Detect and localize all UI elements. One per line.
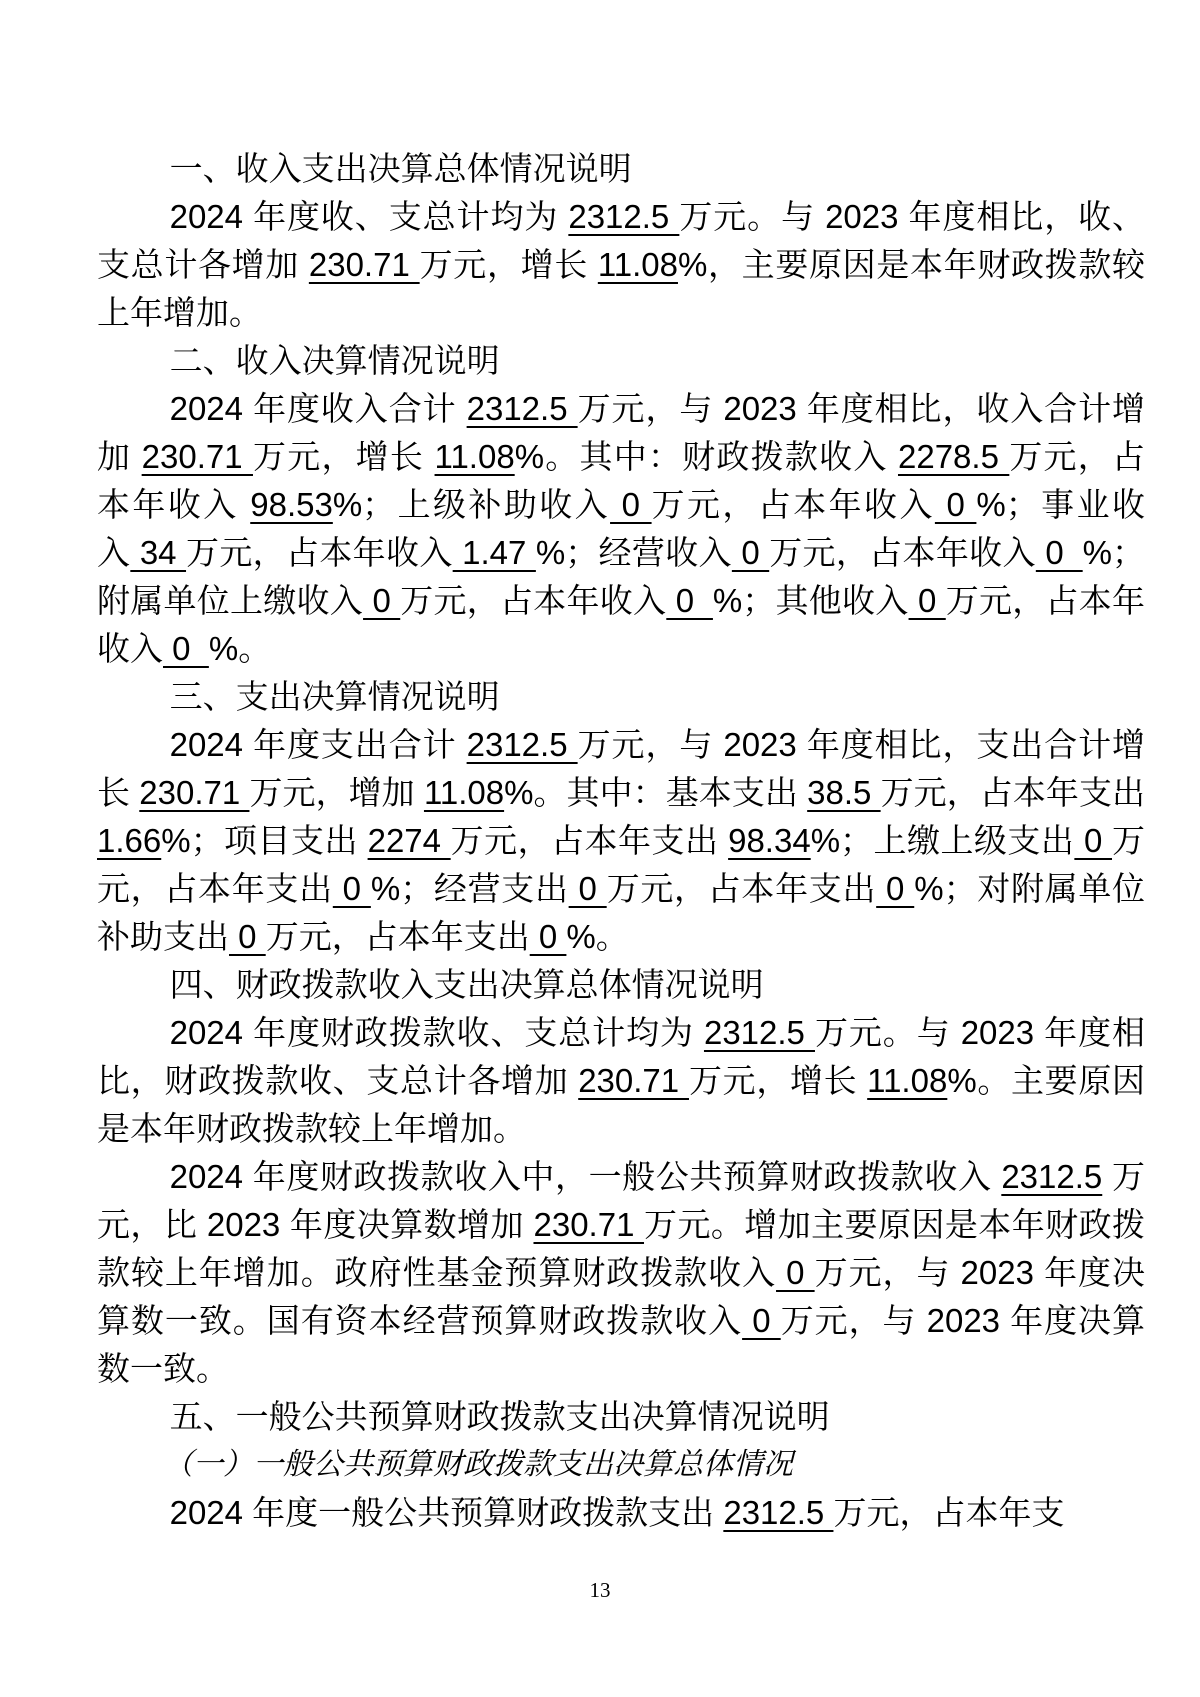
underlined-value: 0 — [1035, 534, 1083, 571]
text-run: 万元。增加主要原因是本年财政拨款较上年增加。政府性基金预算财政拨款收入 — [97, 1206, 1146, 1291]
text-run: 万元。与 2023 年度相比，财政拨款收、支总计各增加 — [97, 1014, 1145, 1099]
paragraph — [97, 1153, 1145, 1393]
text-run: 一、收入支出决算总体情况说明 — [169, 150, 632, 187]
underlined-value: 2312.5 — [703, 1014, 815, 1051]
text-run: 万元，占本年收入 — [400, 582, 667, 619]
underlined-value: 11.08 — [867, 1062, 948, 1099]
text-run: 万元，与 2023 年度相比，收入合计增加 — [97, 390, 1145, 475]
section-heading — [97, 1393, 1145, 1441]
underlined-value: 230.71 — [308, 246, 420, 283]
text-run: %。 — [208, 630, 272, 667]
underlined-value: 38.5 — [807, 774, 881, 811]
text-run: 2024 年度一般公共预算财政拨款支出 — [169, 1494, 724, 1531]
underlined-value: 11.08 — [597, 246, 678, 283]
text-run: 万元。与 2023 年度相比，收、支总计各增加 — [97, 198, 1146, 283]
underlined-value: 0 — [229, 918, 266, 955]
underlined-value: 230.71 — [141, 438, 253, 475]
paragraph — [97, 1009, 1145, 1153]
underlined-value: 230.71 — [578, 1062, 689, 1099]
text-run: %；对附属单位补助支出 — [97, 870, 1145, 955]
paragraph — [97, 193, 1145, 337]
text-run: 2024 年度财政拨款收入中，一般公共预算财政拨款收入 — [169, 1158, 1002, 1195]
section-heading — [97, 145, 1145, 193]
underlined-value: 2312.5 — [723, 1494, 834, 1531]
text-run: %。其中：基本支出 — [504, 774, 808, 811]
text-run: 万元，增长 — [419, 246, 598, 283]
underlined-value: 230.71 — [533, 1206, 645, 1243]
text-run: %；附属单位上缴收入 — [97, 534, 1146, 619]
underlined-value: 0 — [568, 870, 607, 907]
text-run: %；上级补助收入 — [332, 486, 611, 523]
section-heading — [97, 337, 1145, 385]
text-run: 万元，占本年收入 — [769, 534, 1036, 571]
section-heading — [97, 961, 1145, 1009]
underlined-value: 0 — [1074, 822, 1112, 859]
sub-heading — [97, 1441, 1145, 1489]
text-run: 二、收入决算情况说明 — [169, 342, 500, 379]
text-run: 万元，与 2023 年度相比，支出合计增长 — [97, 726, 1145, 811]
page-number: 13 — [589, 1578, 611, 1602]
underlined-value: 0 — [163, 630, 209, 667]
text-run: %；经营收入 — [535, 534, 732, 571]
text-run: %。 — [566, 918, 629, 955]
text-run: %；项目支出 — [161, 822, 368, 859]
underlined-value: 2312.5 — [568, 198, 680, 235]
underlined-value: 0 — [363, 582, 401, 619]
underlined-value: 34 — [130, 534, 187, 571]
underlined-value: 0 — [666, 582, 713, 619]
text-run: %；上缴上级支出 — [810, 822, 1075, 859]
paragraph — [97, 1489, 1145, 1537]
underlined-value: 2312.5 — [1001, 1158, 1103, 1195]
underlined-value: 0 — [610, 486, 652, 523]
underlined-value: 0 — [332, 870, 371, 907]
text-run: %；事业收入 — [97, 486, 1145, 571]
underlined-value: 0 — [742, 1302, 781, 1339]
underlined-value: 0 — [908, 582, 946, 619]
text-run: %。其中：财政拨款收入 — [514, 438, 898, 475]
underlined-value: 98.53 — [250, 486, 333, 523]
underlined-value: 1.47 — [452, 534, 536, 571]
text-run: （一）一般公共预算财政拨款支出决算总体情况 — [163, 1447, 793, 1482]
text-run: 2024 年度收、支总计均为 — [169, 198, 569, 235]
text-run: 万元，与 2023 年度决算数一致。国有资本经营预算财政拨款收入 — [97, 1254, 1145, 1339]
underlined-value: 0 — [776, 1254, 815, 1291]
underlined-value: 0 — [876, 870, 915, 907]
text-run: 三、支出决算情况说明 — [169, 678, 500, 715]
text-run: 万元，占本年收入 — [186, 534, 453, 571]
text-run: 万元，占本年支出 — [606, 870, 877, 907]
underlined-value: 98.34 — [728, 822, 811, 859]
text-run: 万元，占本年收入 — [651, 486, 935, 523]
text-run: 万元，占本年收入 — [97, 438, 1146, 523]
underlined-value: 11.08 — [434, 438, 515, 475]
text-run: 2024 年度财政拨款收、支总计均为 — [169, 1014, 704, 1051]
text-run: %，主要原因是本年财政拨款较上年增加。 — [97, 246, 1146, 331]
text-run: 万元，增长 — [252, 438, 435, 475]
underlined-value: 0 — [731, 534, 770, 571]
text-run: 2024 年度收入合计 — [169, 390, 467, 427]
text-run: %。主要原因是本年财政拨款较上年增加。 — [97, 1062, 1145, 1147]
underlined-value: 230.71 — [139, 774, 250, 811]
underlined-value: 2274 — [367, 822, 451, 859]
underlined-value: 2278.5 — [897, 438, 1010, 475]
text-run: 万元，增加 — [249, 774, 424, 811]
text-run: 万元，占本年支出 — [265, 918, 530, 955]
underlined-value: 2312.5 — [466, 390, 578, 427]
text-run: 四、财政拨款收入支出决算总体情况说明 — [169, 966, 764, 1003]
page-footer — [0, 1578, 1200, 1603]
text-run: 万元，占本年支出 — [97, 822, 1145, 907]
text-run: 万元，占本年支出 — [880, 774, 1145, 811]
document-body — [97, 145, 1145, 1537]
underlined-value: 11.08 — [423, 774, 505, 811]
underlined-value: 2312.5 — [466, 726, 578, 763]
text-run: 万元，占本年收入 — [97, 582, 1146, 667]
text-run: 万元，占本年支 — [833, 1494, 1065, 1531]
text-run: 万元，增长 — [688, 1062, 868, 1099]
text-run: 万元，占本年支出 — [450, 822, 729, 859]
section-heading — [97, 673, 1145, 721]
underlined-value: 0 — [529, 918, 567, 955]
paragraph — [97, 721, 1145, 961]
paragraph — [97, 385, 1145, 673]
text-run: 五、一般公共预算财政拨款支出决算情况说明 — [169, 1398, 830, 1435]
text-run: 2024 年度支出合计 — [169, 726, 467, 763]
text-run: %；经营支出 — [370, 870, 569, 907]
underlined-value: 0 — [934, 486, 977, 523]
text-run: 万元，比 2023 年度决算数增加 — [97, 1158, 1146, 1243]
text-run: %；其他收入 — [712, 582, 909, 619]
underlined-value: 1.66 — [97, 822, 162, 859]
text-run: 万元，与 2023 年度决算数一致。 — [97, 1302, 1146, 1387]
